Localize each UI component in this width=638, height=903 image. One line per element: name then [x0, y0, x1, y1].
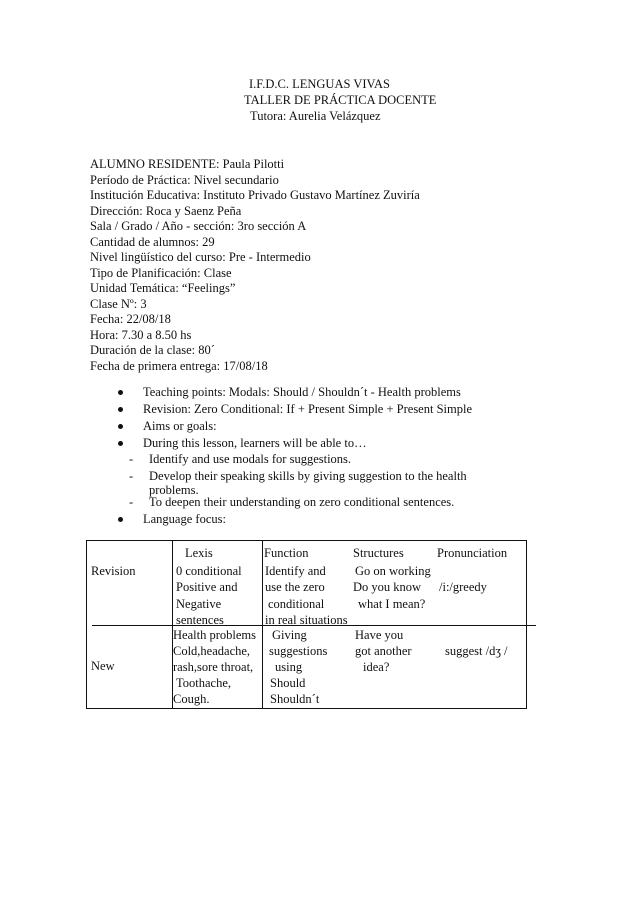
- dash-item-3: - To deepen their understanding on zero conditional sentences.: [129, 495, 455, 509]
- revision-lexis-2: Positive and: [176, 580, 238, 594]
- bullet-icon: [118, 407, 123, 412]
- info-resident: ALUMNO RESIDENTE: Paula Pilotti: [90, 157, 285, 171]
- new-lexis-3: rash,sore throat,: [173, 660, 254, 674]
- header-pronunciation: Pronunciation: [437, 546, 508, 560]
- header-structures: Structures: [353, 546, 404, 560]
- info-address: Dirección: Roca y Saenz Peña: [90, 203, 242, 218]
- bullet-teaching-points: Teaching points: Modals: Should / Shouldn´t - Health problems: [143, 385, 461, 400]
- revision-lexis-3: Negative: [176, 597, 222, 611]
- dash-item-2: - Develop their speaking skills by giving suggestion to the health: [129, 469, 467, 483]
- revision-structures-2: Do you know: [353, 580, 422, 594]
- workshop-title: TALLER DE PRÁCTICA DOCENTE: [244, 93, 437, 107]
- new-lexis-2: Cold,headache,: [173, 644, 251, 658]
- bullet-icon: [118, 424, 123, 429]
- new-function-3: using: [275, 660, 303, 674]
- institute-name: I.F.D.C. LENGUAS VIVAS: [249, 77, 390, 91]
- bullet-revision: Revision: Zero Conditional: If + Present Simple + Present Simple: [143, 402, 472, 417]
- revision-function-3: conditional: [268, 597, 325, 611]
- new-structures-2: got another: [355, 644, 412, 658]
- new-lexis-5: Cough.: [173, 692, 210, 706]
- new-function-2: suggestions: [269, 644, 328, 658]
- revision-function-2: use the zero: [265, 580, 325, 594]
- info-date: Fecha: 22/08/18: [90, 312, 171, 326]
- info-period: Período de Práctica: Nivel secundario: [90, 172, 279, 187]
- row-label-new: New: [91, 659, 115, 673]
- revision-structures-3: what I mean?: [358, 597, 426, 611]
- dash-item-1: - Identify and use modals for suggestions.: [129, 452, 352, 466]
- bullet-aims: Aims or goals:: [143, 419, 217, 434]
- revision-lexis-1: 0 conditional: [176, 564, 242, 578]
- revision-pronunciation-1: /i:/greedy: [439, 580, 487, 594]
- revision-function-1: Identify and: [265, 564, 326, 578]
- new-function-1: Giving: [272, 628, 307, 642]
- class-info: [90, 157, 420, 374]
- revision-lexis-4: sentences: [176, 613, 224, 627]
- info-class-number: Clase Nº: 3: [90, 296, 147, 311]
- new-function-5: Shouldn´t: [270, 692, 320, 706]
- dash-item-2-continued: problems.: [149, 483, 199, 497]
- bullet-icon: [118, 390, 123, 395]
- bullet-icon: [118, 441, 123, 446]
- tutor-name: Tutora: Aurelia Velázquez: [250, 109, 381, 123]
- new-function-4: Should: [270, 676, 306, 690]
- new-structures-3: idea?: [363, 660, 390, 674]
- revision-structures-1: Go on working: [355, 564, 431, 578]
- bullet-icon: [118, 517, 123, 522]
- info-grade: Sala / Grado / Año - sección: 3ro sección A: [90, 219, 307, 233]
- new-lexis-4: Toothache,: [176, 676, 232, 690]
- info-time: Hora: 7.30 a 8.50 hs: [90, 327, 192, 342]
- info-first-delivery: Fecha de primera entrega: 17/08/18: [90, 358, 268, 373]
- revision-function-4: in real situations: [265, 613, 348, 627]
- bullet-language-focus: Language focus:: [143, 512, 226, 527]
- row-label-revision: Revision: [91, 564, 136, 578]
- info-duration: Duración de la clase: 80´: [90, 343, 215, 357]
- new-pronunciation-1: suggest /dʒ /: [445, 644, 508, 658]
- header-function: Function: [264, 546, 309, 560]
- info-students: Cantidad de alumnos: 29: [90, 234, 215, 249]
- new-lexis-1: Health problems: [173, 628, 256, 642]
- header-lexis: Lexis: [185, 546, 213, 560]
- info-unit: Unidad Temática: “Feelings”: [90, 281, 236, 295]
- new-structures-1: Have you: [355, 628, 404, 642]
- info-institution: Institución Educativa: Instituto Privado Gustavo Martínez Zuviría: [90, 188, 420, 202]
- bullet-during: During this lesson, learners will be able to…: [143, 436, 367, 451]
- info-plan-type: Tipo de Planificación: Clase: [90, 265, 232, 280]
- info-level: Nivel lingüístico del curso: Pre - Intermedio: [90, 250, 311, 264]
